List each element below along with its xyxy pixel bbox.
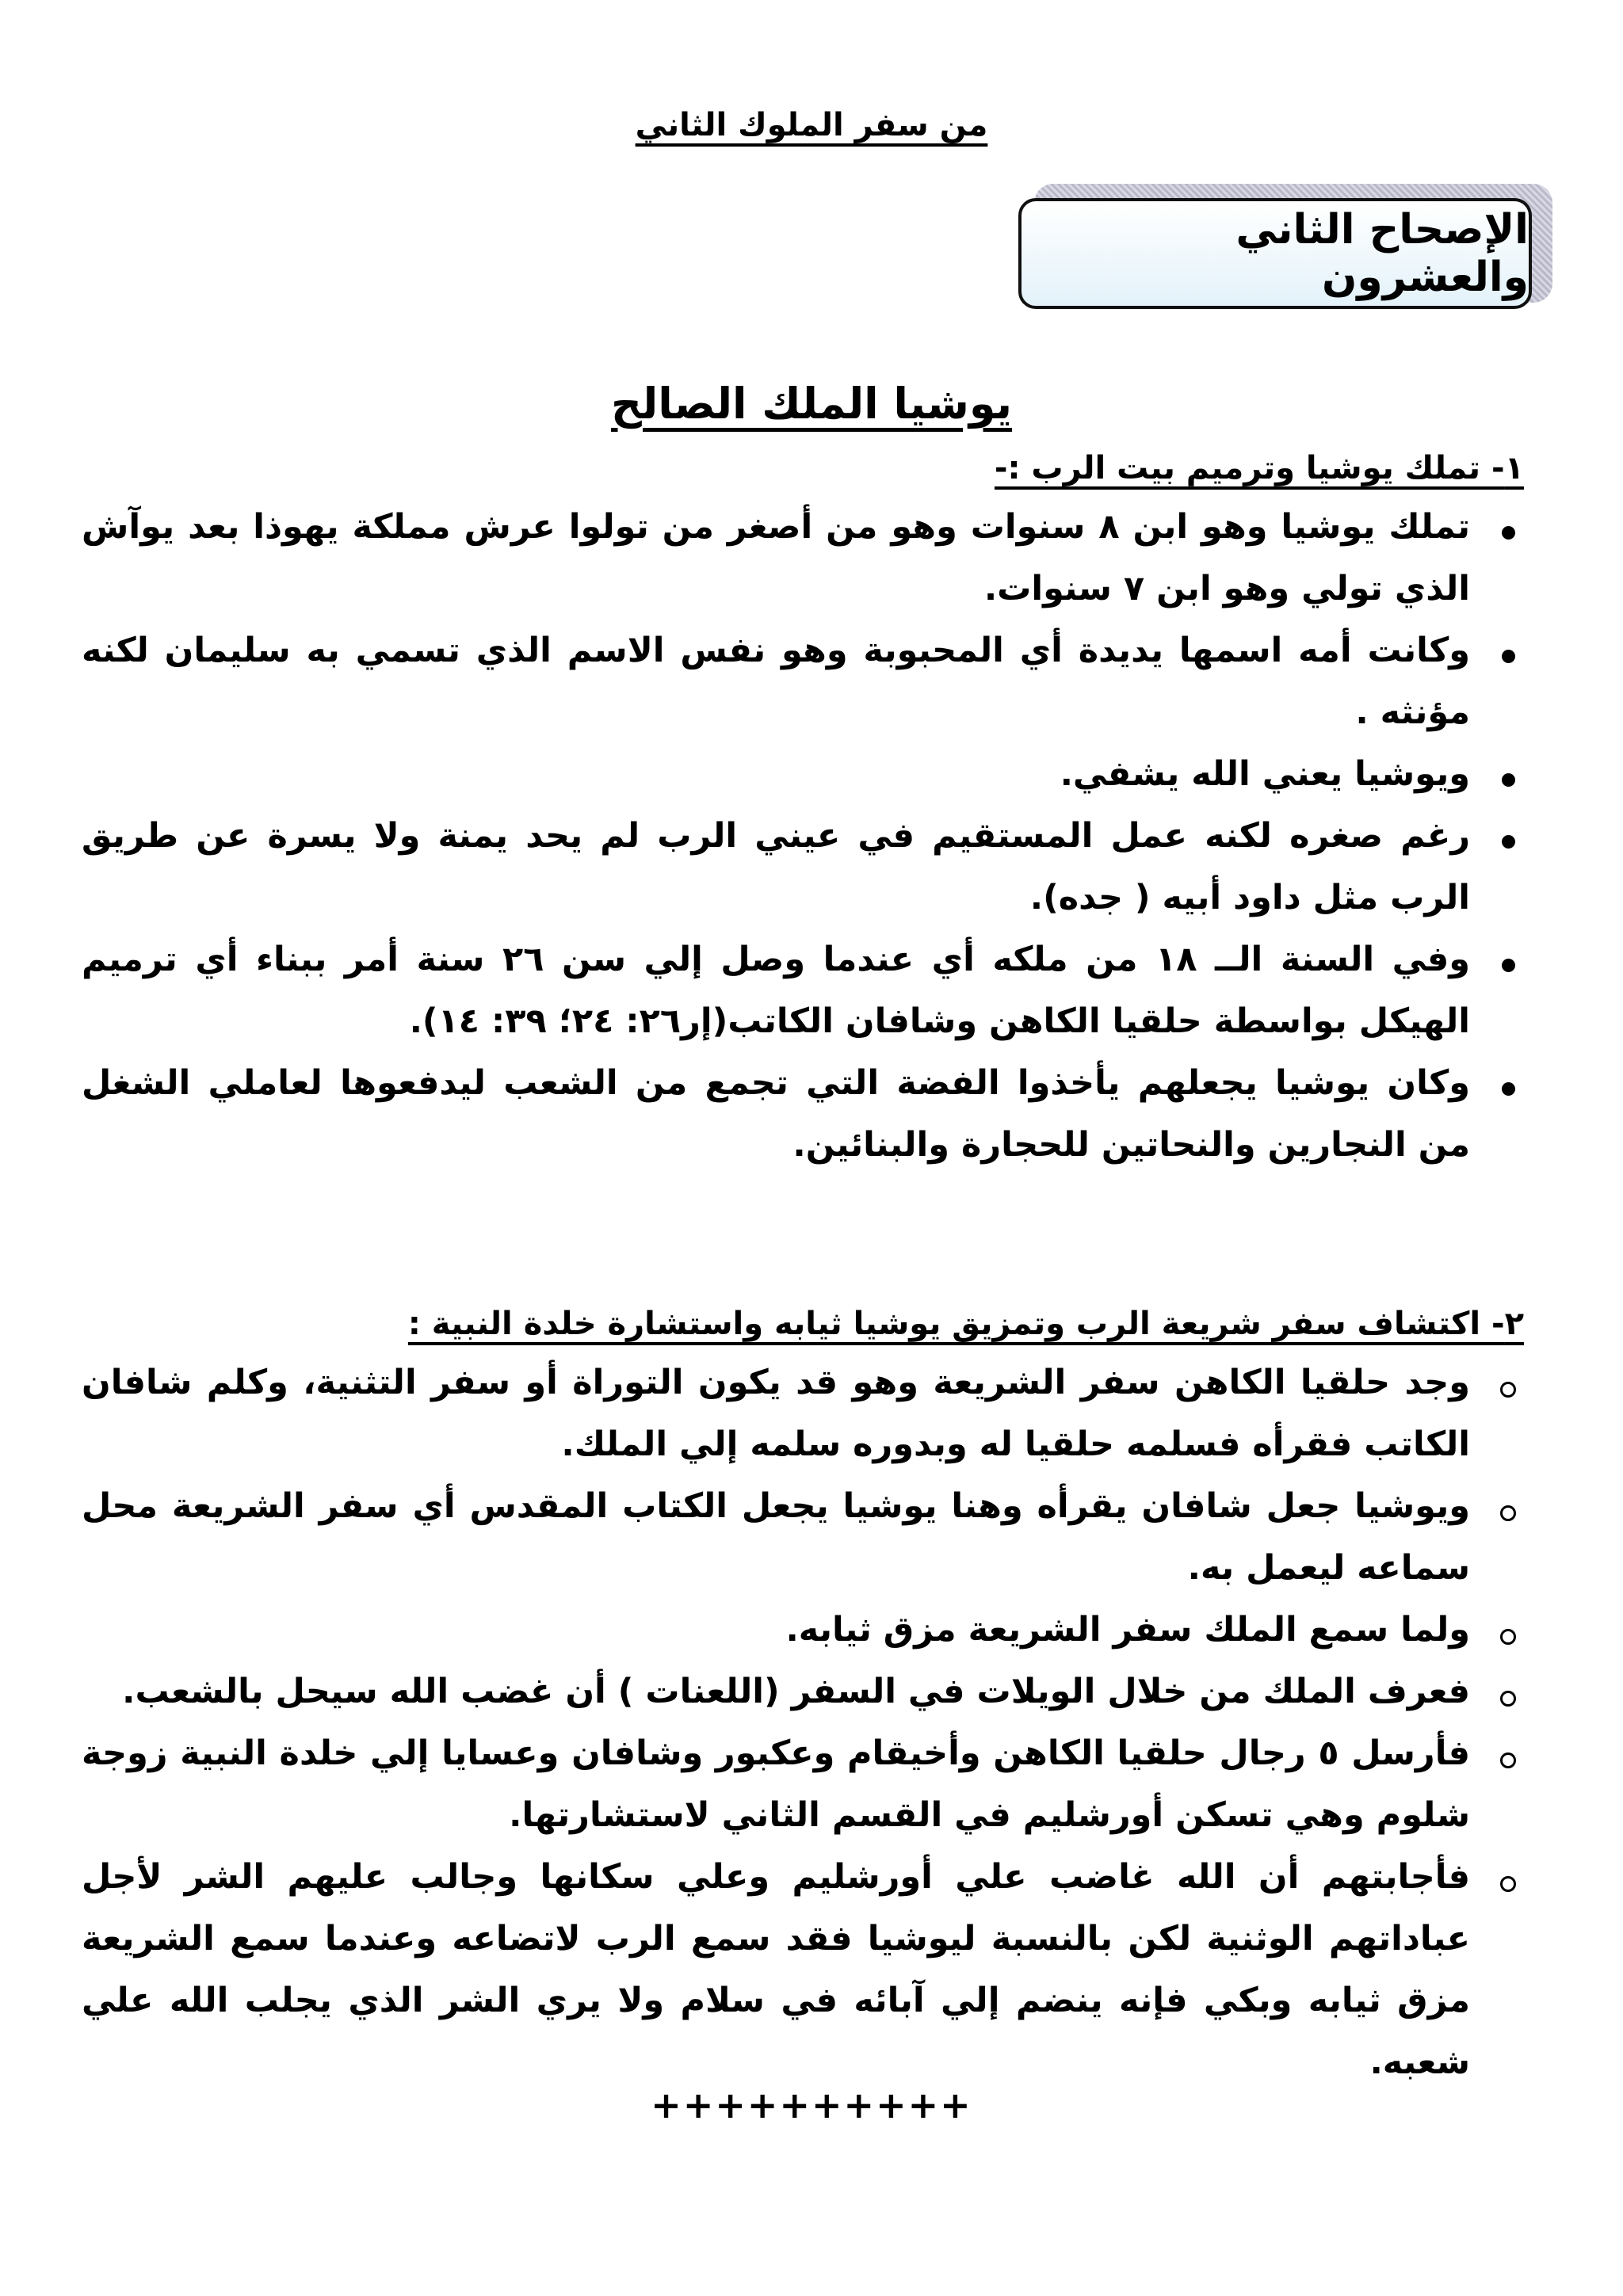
list-item xyxy=(82,1475,1524,1599)
section-2-list xyxy=(82,1352,1524,2093)
list-item xyxy=(82,805,1524,929)
list-item xyxy=(82,496,1524,620)
list-item xyxy=(82,1599,1524,1661)
list-item xyxy=(82,1352,1524,1475)
list-item-text: فعرف الملك من خلال الويلات في السفر (اللعنات ) أن غضب الله سيحل بالشعب. xyxy=(122,1672,1470,1711)
bullet-circle-icon xyxy=(1492,1352,1524,1413)
bullet-dot-icon xyxy=(1492,805,1524,867)
list-item-text: رغم صغره لكنه عمل المستقيم في عيني الرب لم يحد يمنة ولا يسرة عن طريق الرب مثل داود أبيه ( جده). xyxy=(82,816,1470,917)
main-title: يوشيا الملك الصالح xyxy=(611,379,1012,429)
section-2 xyxy=(82,1299,1524,2093)
list-item-text: وكانت أمه اسمها يديدة أي المحبوبة وهو نفس الاسم الذي تسمي به سليمان لكنه مؤنثه . xyxy=(82,631,1470,732)
bullet-dot-icon xyxy=(1492,496,1524,558)
list-item-text: ولما سمع الملك سفر الشريعة مزق ثيابه. xyxy=(785,1610,1470,1650)
bullet-circle-icon xyxy=(1492,1661,1524,1722)
list-item xyxy=(82,743,1524,805)
section-1 xyxy=(82,444,1524,1176)
bullet-dot-icon xyxy=(1492,929,1524,990)
bullet-dot-icon xyxy=(1492,1052,1524,1114)
bullet-circle-icon xyxy=(1492,1475,1524,1537)
section-1-heading: ١- تملك يوشيا وترميم بيت الرب :- xyxy=(994,450,1524,486)
list-item xyxy=(82,929,1524,1052)
section-1-list xyxy=(82,496,1524,1176)
bullet-circle-icon xyxy=(1492,1722,1524,1784)
bullet-circle-icon xyxy=(1492,1599,1524,1661)
end-separator: ++++++++++ xyxy=(651,2084,972,2126)
list-item xyxy=(82,1661,1524,1722)
bullet-circle-icon xyxy=(1492,1846,1524,1908)
section-2-heading: ٢- اكتشاف سفر شريعة الرب وتمزيق يوشيا ثيابه واستشارة خلدة النبية : xyxy=(407,1306,1524,1342)
list-item xyxy=(82,1846,1524,2093)
list-item-text: فأرسل ٥ رجال حلقيا الكاهن وأخيقام وعكبور وشافان وعسايا إلي خلدة النبية زوجة شلوم وهي تسكن أورشليم في القسم الثاني لاستشارتها. xyxy=(82,1733,1470,1835)
chapter-label: الإصحاح الثاني والعشرون xyxy=(1235,206,1529,301)
chapter-label-box xyxy=(1018,198,1532,309)
list-item-text: ويوشيا يعني الله يشفي. xyxy=(1060,754,1470,794)
book-title: من سفر الملوك الثاني xyxy=(635,107,988,143)
list-item-text: وكان يوشيا يجعلهم يأخذوا الفضة التي تجمع من الشعب ليدفعوها لعاملي الشغل من النجارين والنحاتين للحجارة والبنائين. xyxy=(82,1063,1470,1165)
list-item xyxy=(82,620,1524,743)
list-item-text: وجد حلقيا الكاهن سفر الشريعة وهو قد يكون التوراة أو سفر التثنية، وكلم شافان الكاتب فقرأه فسلمه حلقيا له وبدوره سلمه إلي الملك. xyxy=(82,1363,1470,1464)
list-item-text: ويوشيا جعل شافان يقرأه وهنا يوشيا يجعل الكتاب المقدس أي سفر الشريعة محل سماعه ليعمل به. xyxy=(82,1486,1470,1588)
list-item xyxy=(82,1722,1524,1846)
bullet-dot-icon xyxy=(1492,620,1524,681)
list-item-text: وفي السنة الــ ١٨ من ملكه أي عندما وصل إلي سن ٢٦ سنة أمر ببناء أي ترميم الهيكل بواسطة حلقيا الكاهن وشافان الكاتب(إر٢٦: ٢٤؛ ٣٩: ١٤). xyxy=(82,940,1470,1041)
list-item xyxy=(82,1052,1524,1176)
list-item-text: فأجابتهم أن الله غاضب علي أورشليم وعلي سكانها وجالب عليهم الشر لأجل عباداتهم الوثنية لكن بالنسبة ليوشيا فقد سمع الرب لاتضاعه وعندما سمع الشريعة مزق ثيابه وبكي فإنه ينضم إلي آبائه في سلام ولا يري الشر الذي يجلب الله علي شعبه. xyxy=(82,1857,1470,2082)
list-item-text: تملك يوشيا وهو ابن ٨ سنوات وهو من أصغر من تولوا عرش مملكة يهوذا بعد يوآش الذي تولي وهو ابن ٧ سنوات. xyxy=(82,507,1470,608)
bullet-dot-icon xyxy=(1492,743,1524,805)
